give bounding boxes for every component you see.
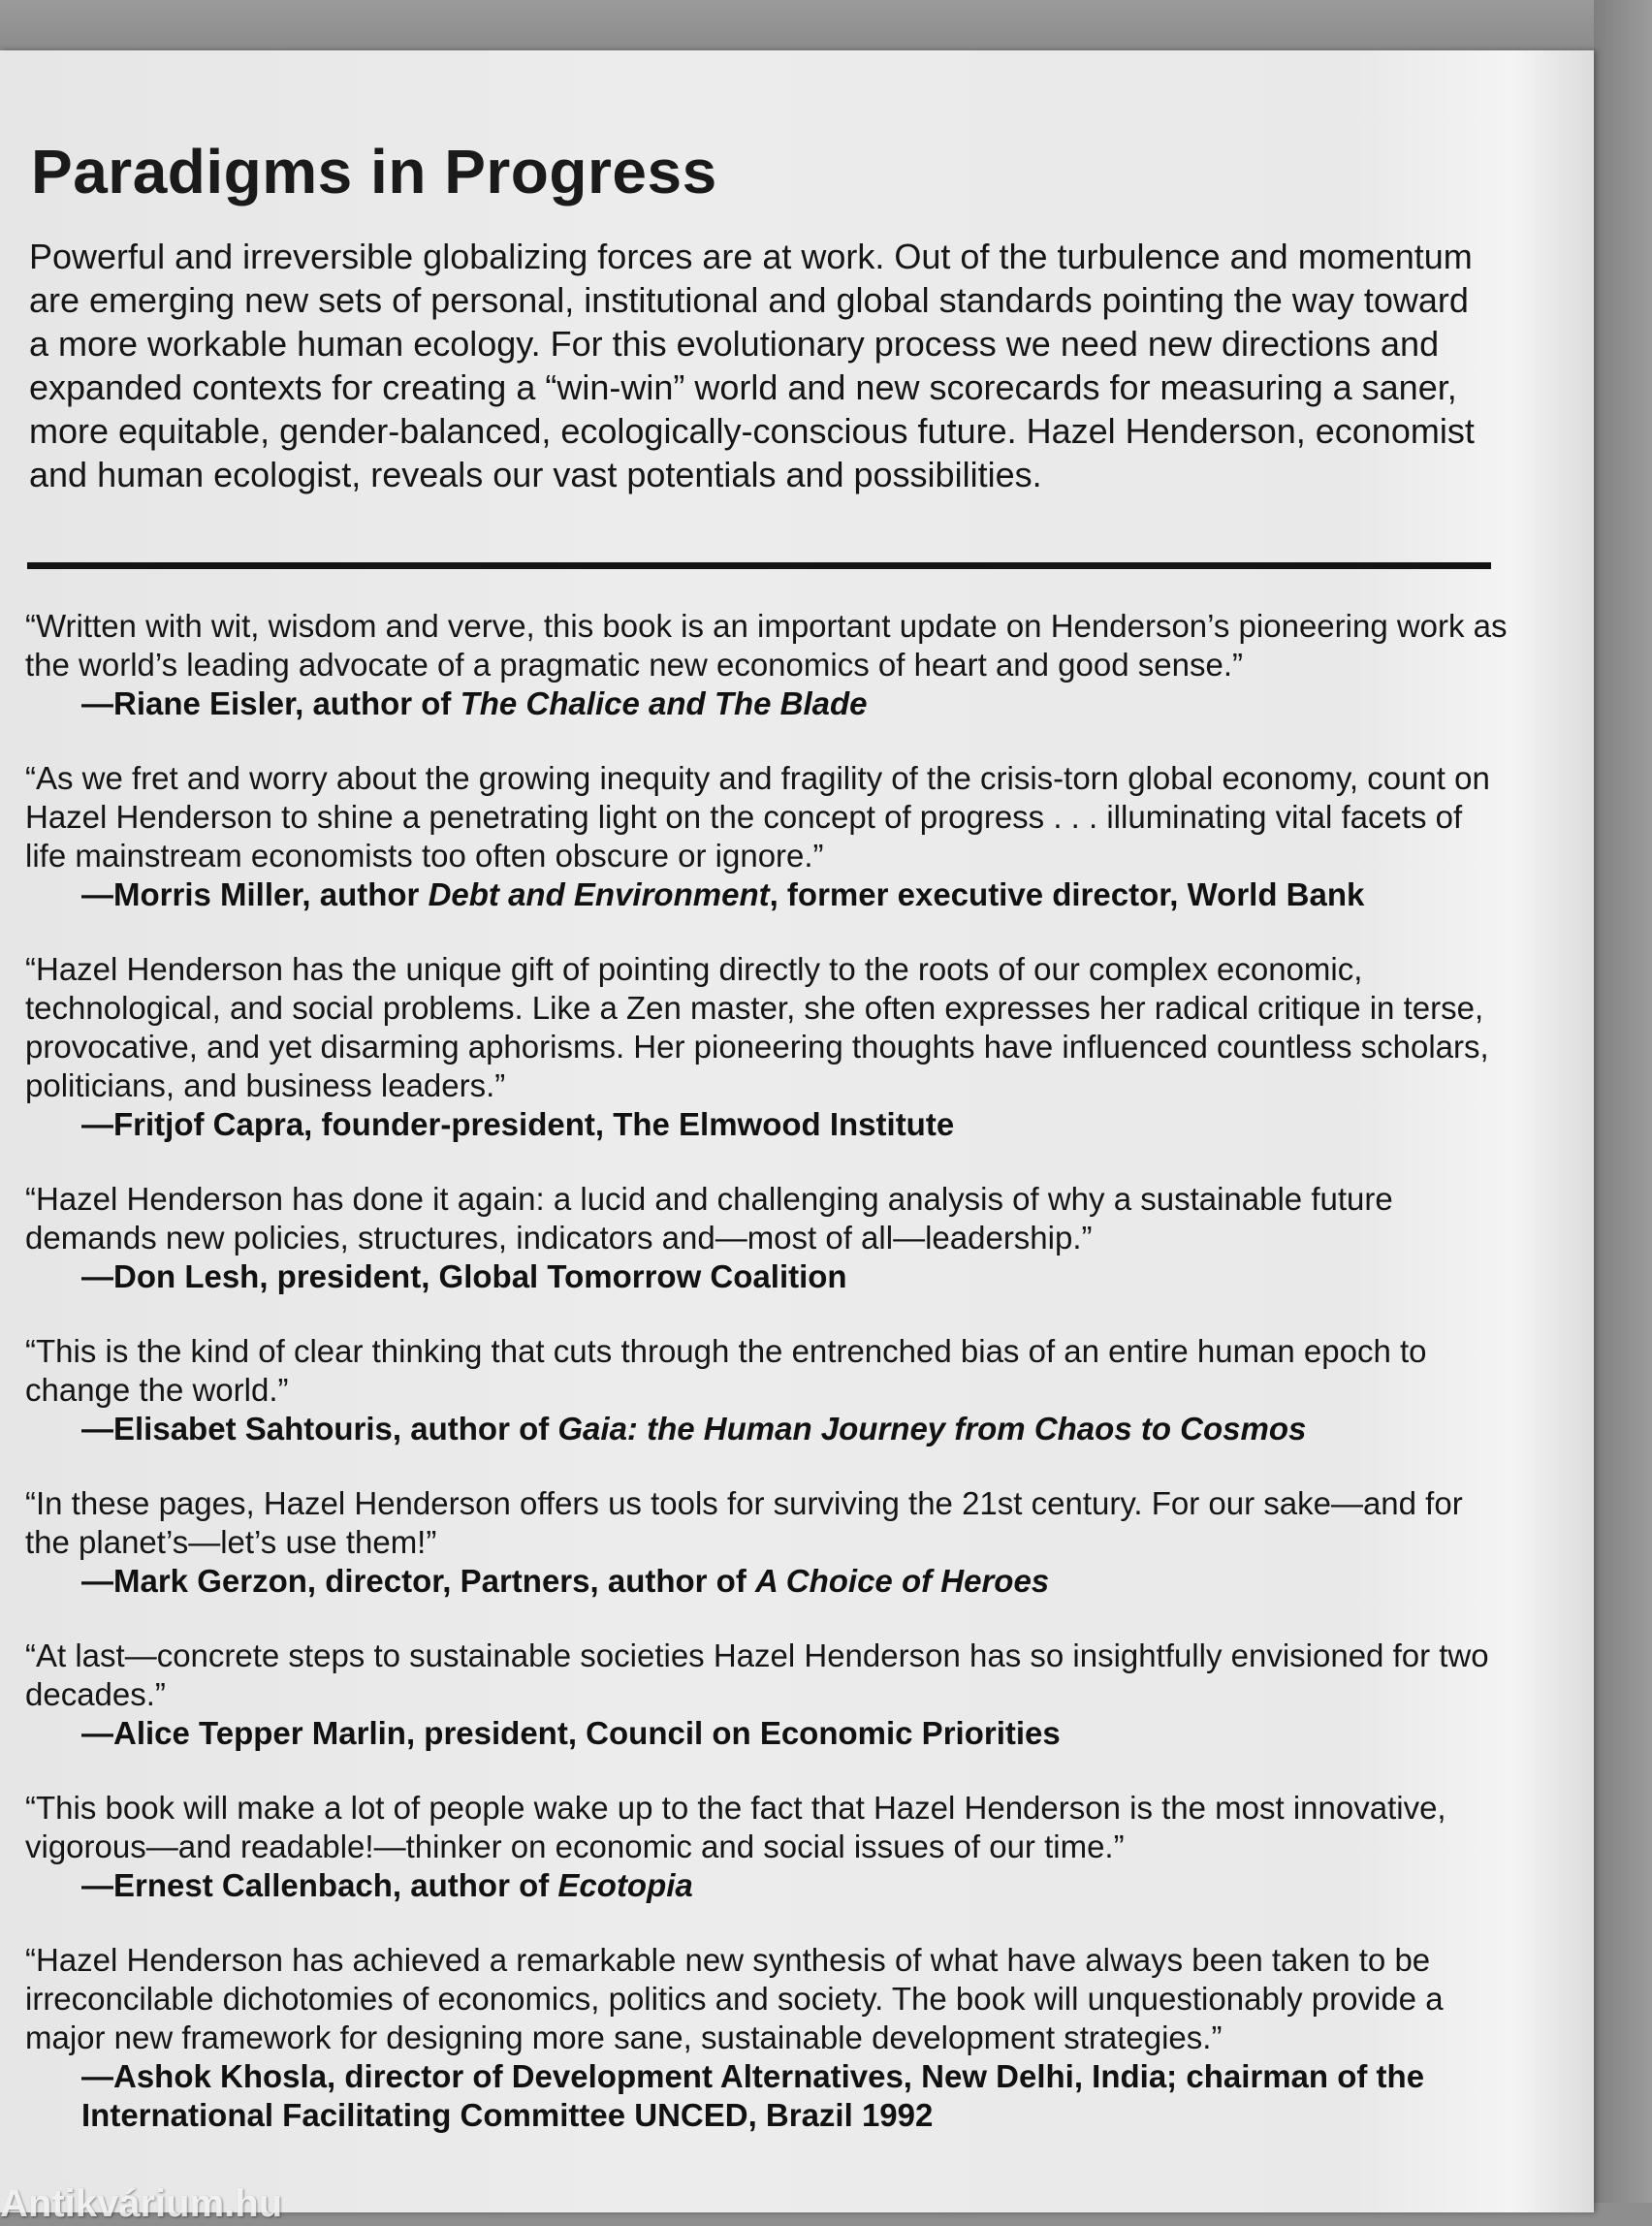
background-top — [0, 0, 1652, 58]
background-right — [1594, 0, 1652, 2203]
endorsement-7 — [25, 1637, 1509, 1753]
endorsement-8 — [25, 1789, 1509, 1905]
quote-attribution: —Ernest Callenbach, author of Ecotopia — [81, 1867, 693, 1903]
work-title: A Choice of Heroes — [754, 1563, 1050, 1599]
quote-text: “Hazel Henderson has achieved a remarkable new synthesis of what have always been taken to be irreconcilable dichotomies of economics, politics and society. The book will unquestionably provide a major new framework for designing more sane, sustainable development strategies.” — [25, 1942, 1444, 2055]
quote-text: “Hazel Henderson has done it again: a lucid and challenging analysis of why a sustainable future demands new policies, structures, indicators and—most of all—leadership.” — [25, 1181, 1393, 1256]
quote-text: “This is the kind of clear thinking that cuts through the entrenched bias of an entire human epoch to change the world.” — [25, 1333, 1427, 1408]
quote-attribution: —Fritjof Capra, founder-president, The Elmwood Institute — [81, 1106, 955, 1142]
work-title: Ecotopia — [557, 1867, 693, 1903]
work-title: The Chalice and The Blade — [460, 685, 868, 721]
quote-text: “Hazel Henderson has the unique gift of pointing directly to the roots of our complex economic, technological, and social problems. Like a Zen master, she often expresses her radical critique in terse, provocative, and yet disarming aphorisms. Her pioneering thoughts have influenced countless scholars, politicians, and business leaders.” — [25, 951, 1489, 1103]
quote-attribution: —Elisabet Sahtouris, author of Gaia: the Human Journey from Chaos to Cosmos — [81, 1411, 1307, 1447]
endorsements — [25, 607, 1509, 2171]
book-back-cover — [0, 50, 1594, 2225]
quote-attribution: —Mark Gerzon, director, Partners, author of A Choice of Heroes — [81, 1563, 1050, 1599]
quote-attribution: —Riane Eisler, author of The Chalice and The Blade — [81, 685, 868, 721]
quote-attribution: —Morris Miller, author Debt and Environment, former executive director, World Bank — [81, 876, 1365, 912]
intro-paragraph: Powerful and irreversible globalizing forces are at work. Out of the turbulence and momentum are emerging new sets of personal, institutional and global standards pointing the way toward a more workable human ecology. For this evolutionary process we need new directions and expanded contexts for creating a “win-win” world and new scorecards for measuring a saner, more equitable, gender-balanced, ecologically-conscious future. Hazel Henderson, economist and human ecologist, reveals our vast potentials and possibilities. — [29, 237, 1475, 494]
quote-text: “Written with wit, wisdom and verve, this book is an important update on Henderson’s pioneering work as the world’s leading advocate of a pragmatic new economics of heart and good sense.” — [25, 608, 1508, 683]
quote-text: “This book will make a lot of people wake up to the fact that Hazel Henderson is the most innovative, vigorous—and readable!—thinker on economic and social issues of our time.” — [25, 1790, 1446, 1864]
quote-attribution: —Don Lesh, president, Global Tomorrow Coalition — [81, 1258, 847, 1294]
quote-attribution: —Ashok Khosla, director of Development Alternatives, New Delhi, India; chairman of the International Facilitating Committee UNCED, Brazil 1992 — [81, 2058, 1425, 2133]
quote-text: “At last—concrete steps to sustainable societies Hazel Henderson has so insightfully envisioned for two decades.” — [25, 1638, 1489, 1712]
quote-text: “As we fret and worry about the growing inequity and fragility of the crisis-torn global economy, count on Hazel Henderson to shine a penetrating light on the concept of progress . . . illuminating vital facets of life mainstream economists too often obscure or ignore.” — [25, 760, 1490, 874]
quote-attribution: —Alice Tepper Marlin, president, Council on Economic Priorities — [81, 1715, 1061, 1751]
quote-text: “In these pages, Hazel Henderson offers us tools for surviving the 21st century. For our sake—and for the planet’s—let’s use them!” — [25, 1485, 1463, 1560]
endorsement-1 — [25, 607, 1509, 723]
endorsement-4 — [25, 1180, 1509, 1296]
endorsement-2 — [25, 759, 1509, 914]
book-title: Paradigms in Progress — [31, 137, 717, 207]
watermark: Antikvárium.hu — [0, 2182, 283, 2225]
endorsement-9 — [25, 1941, 1509, 2135]
work-title: Debt and Environment — [428, 876, 770, 912]
endorsement-3 — [25, 950, 1509, 1144]
endorsement-5 — [25, 1332, 1509, 1448]
work-title: Gaia: the Human Journey from Chaos to Cosmos — [557, 1411, 1307, 1447]
endorsement-6 — [25, 1484, 1509, 1601]
divider-rule — [27, 562, 1491, 569]
